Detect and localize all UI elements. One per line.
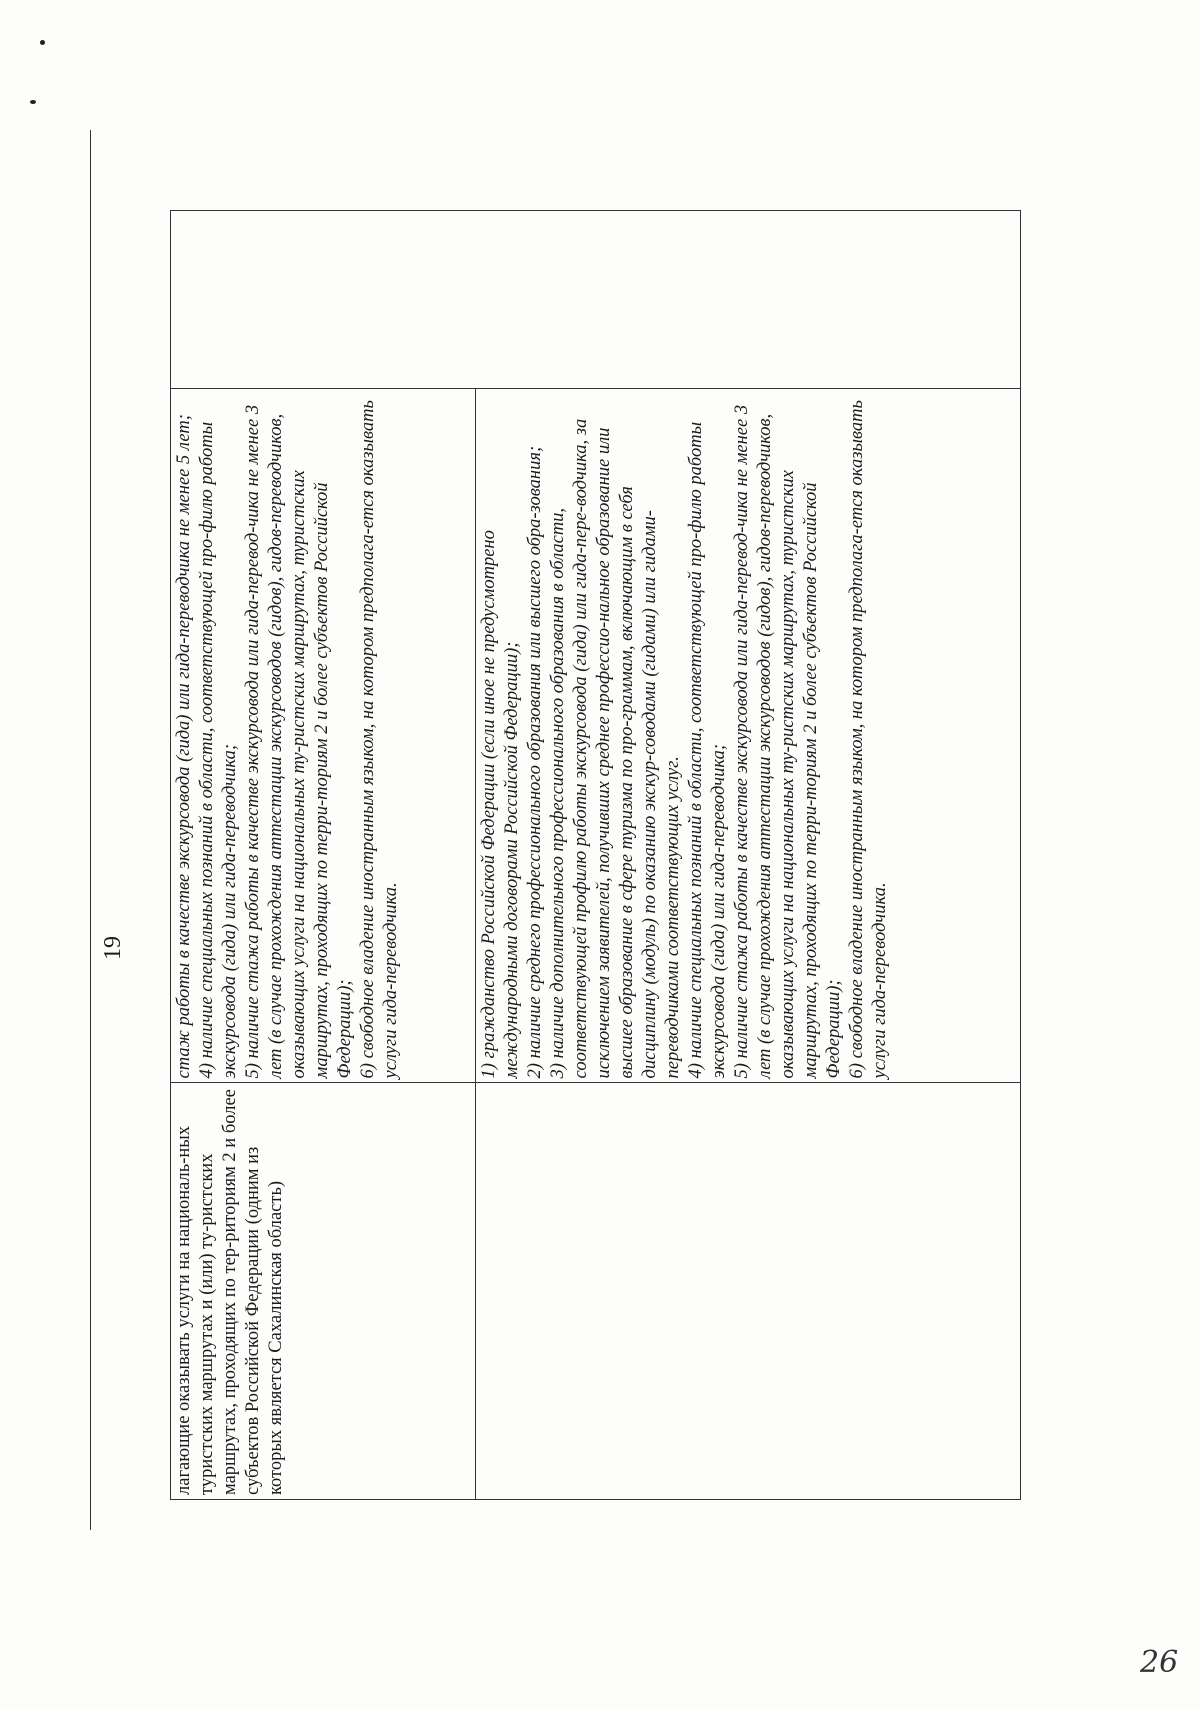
table-cell-requirements-2 <box>476 388 1021 1083</box>
table-cell-empty <box>476 1083 1021 1500</box>
requirement-line: 3) наличие дополнительного профессионального образования в области, соответствующей профилю работы экскурсовода (гида) или гида-пере-водчика, за исключением заявителей, получивших среднее профессио-нальное образование или высшее образование в сфере туризма по про-граммам, включающим в себя дисциплину (модуль) по оказанию экскур-соводами (гидами) или гидами-переводчиками соответствующих услуг. <box>548 418 683 1079</box>
scan-speck <box>40 40 45 45</box>
table-cell-requirements-1 <box>171 388 476 1083</box>
scan-speck <box>30 100 36 104</box>
table-cell-empty <box>171 211 1021 389</box>
requirements-table <box>170 210 1021 1500</box>
table-row <box>476 211 1021 1500</box>
requirement-line: 4) наличие специальных познаний в области, соответствующей про-филю работы экскурсовода (гида) или гида-переводчика; <box>686 421 729 1079</box>
requirement-line: 2) наличие среднего профессионального образования или высшего обра-зования; <box>525 445 545 1079</box>
requirement-line: стаж работы в качестве экскурсовода (гида) или гида-переводчика не менее 5 лет; <box>174 414 194 1079</box>
handwritten-page-note: 26 <box>1140 1645 1179 1680</box>
requirement-line: 6) свободное владение иностранным языком, на котором предполага-ется оказывать услуги гида-переводчика. <box>358 400 401 1079</box>
table-row <box>171 211 476 1500</box>
requirement-line: 5) наличие стажа работы в качестве экскурсовода или гида-перевод-чика не менее 3 лет (в случае прохождения аттестации экскурсоводов (гидов), гидов-переводчиков, оказывающих услуги на национальных ту-ристских маршрутах, туристских маршрутах, проходящих по терри-ториям 2 и более субъектов Российской Федерации); <box>732 404 844 1079</box>
rotated-content <box>100 100 1030 1560</box>
requirement-line: 6) свободное владение иностранным языком, на котором предполага-ется оказывать услуги гида-переводчика. <box>847 400 890 1079</box>
requirement-line: 4) наличие специальных познаний в области, соответствующей про-филю работы экскурсовода (гида) или гида-переводчика; <box>197 421 240 1079</box>
requirement-line: 5) наличие стажа работы в качестве экскурсовода или гида-перевод-чика не менее 3 лет (в случае прохождения аттестации экскурсоводов (гидов), гидов-переводчиков, оказывающих услуги на национальных ту-ристских маршрутах, туристских маршрутах, проходящих по терри-ториям 2 и более субъектов Российской Федерации); <box>243 404 355 1079</box>
page-number: 19 <box>100 936 126 960</box>
top-rule <box>90 130 91 1530</box>
table-cell-category: лагающие оказывать услуги на националь-ных туристских маршрутах и (или) ту-ристских маршрутах, проходящих по тер-риториям 2 и более субъектов Российской Федерации (одним из которых является Сахалинская область) <box>171 1083 476 1500</box>
requirement-line: 1) гражданство Российской Федерации (если иное не предусмотрено международными договорами Российской Федерации); <box>479 530 522 1079</box>
